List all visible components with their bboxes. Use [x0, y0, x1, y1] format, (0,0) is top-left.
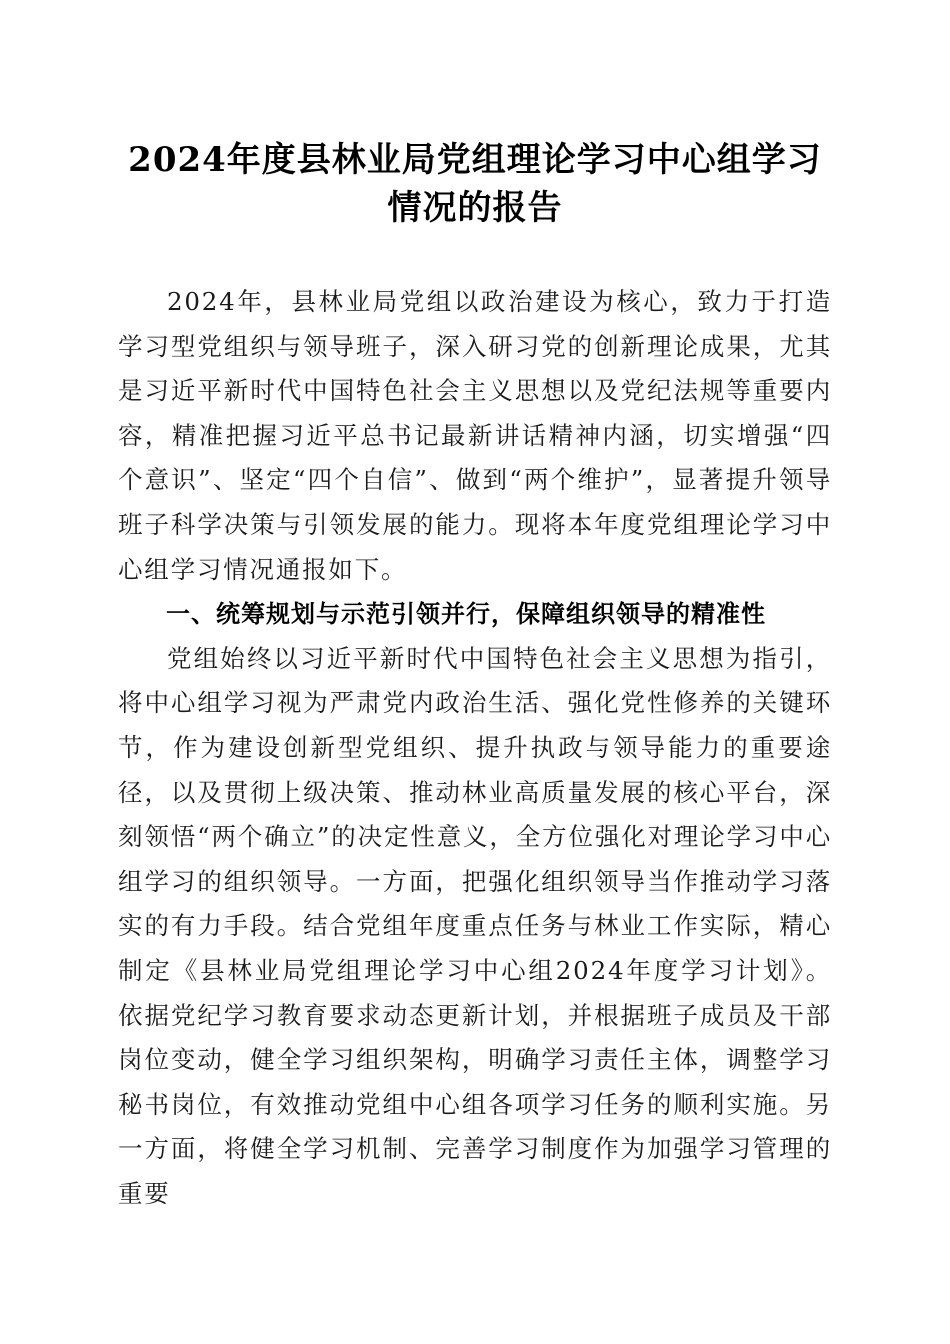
intro-paragraph: 2024年，县林业局党组以政治建设为核心，致力于打造学习型党组织与领导班子，深入研习党的创新理论成果，尤其是习近平新时代中国特色社会主义思想以及党纪法规等重要内容，精准把握习近平总书记最新讲话精神内涵，切实增强“四个意识”、坚定“四个自信”、做到“两个维护”，显著提升领导班子科学决策与引领发展的能力。现将本年度党组理论学习中心组学习情况通报如下。 — [118, 287, 832, 584]
title-line-2: 情况的报告 — [387, 188, 563, 228]
section-1-heading: 一、统筹规划与示范引领并行，保障组织领导的精准性 — [166, 600, 766, 629]
section-1-paragraph: 党组始终以习近平新时代中国特色社会主义思想为指引，将中心组学习视为严肃党内政治生活、强化党性修养的关键环节，作为建设创新型党组织、提升执政与领导能力的重要途径，以及贯彻上级决策、推动林业高质量发展的核心平台，深刻领悟“两个确立”的决定性意义，全方位强化对理论学习中心组学习的组织领导。一方面，把强化组织领导当作推动学习落实的有力手段。结合党组年度重点任务与林业工作实际，精心制定《县林业局党组理论学习中心组2024年度学习计划》。依据党纪学习教育要求动态更新计划，并根据班子成员及干部岗位变动，健全学习组织架构，明确学习责任主体，调整学习秘书岗位，有效推动党组中心组各项学习任务的顺利实施。另一方面，将健全学习机制、完善学习制度作为加强学习管理的重要 — [118, 643, 832, 1208]
document-title — [118, 136, 832, 232]
title-line-1: 2024年度县林业局党组理论学习中心组学习 — [128, 140, 822, 180]
document-body — [118, 280, 832, 1216]
